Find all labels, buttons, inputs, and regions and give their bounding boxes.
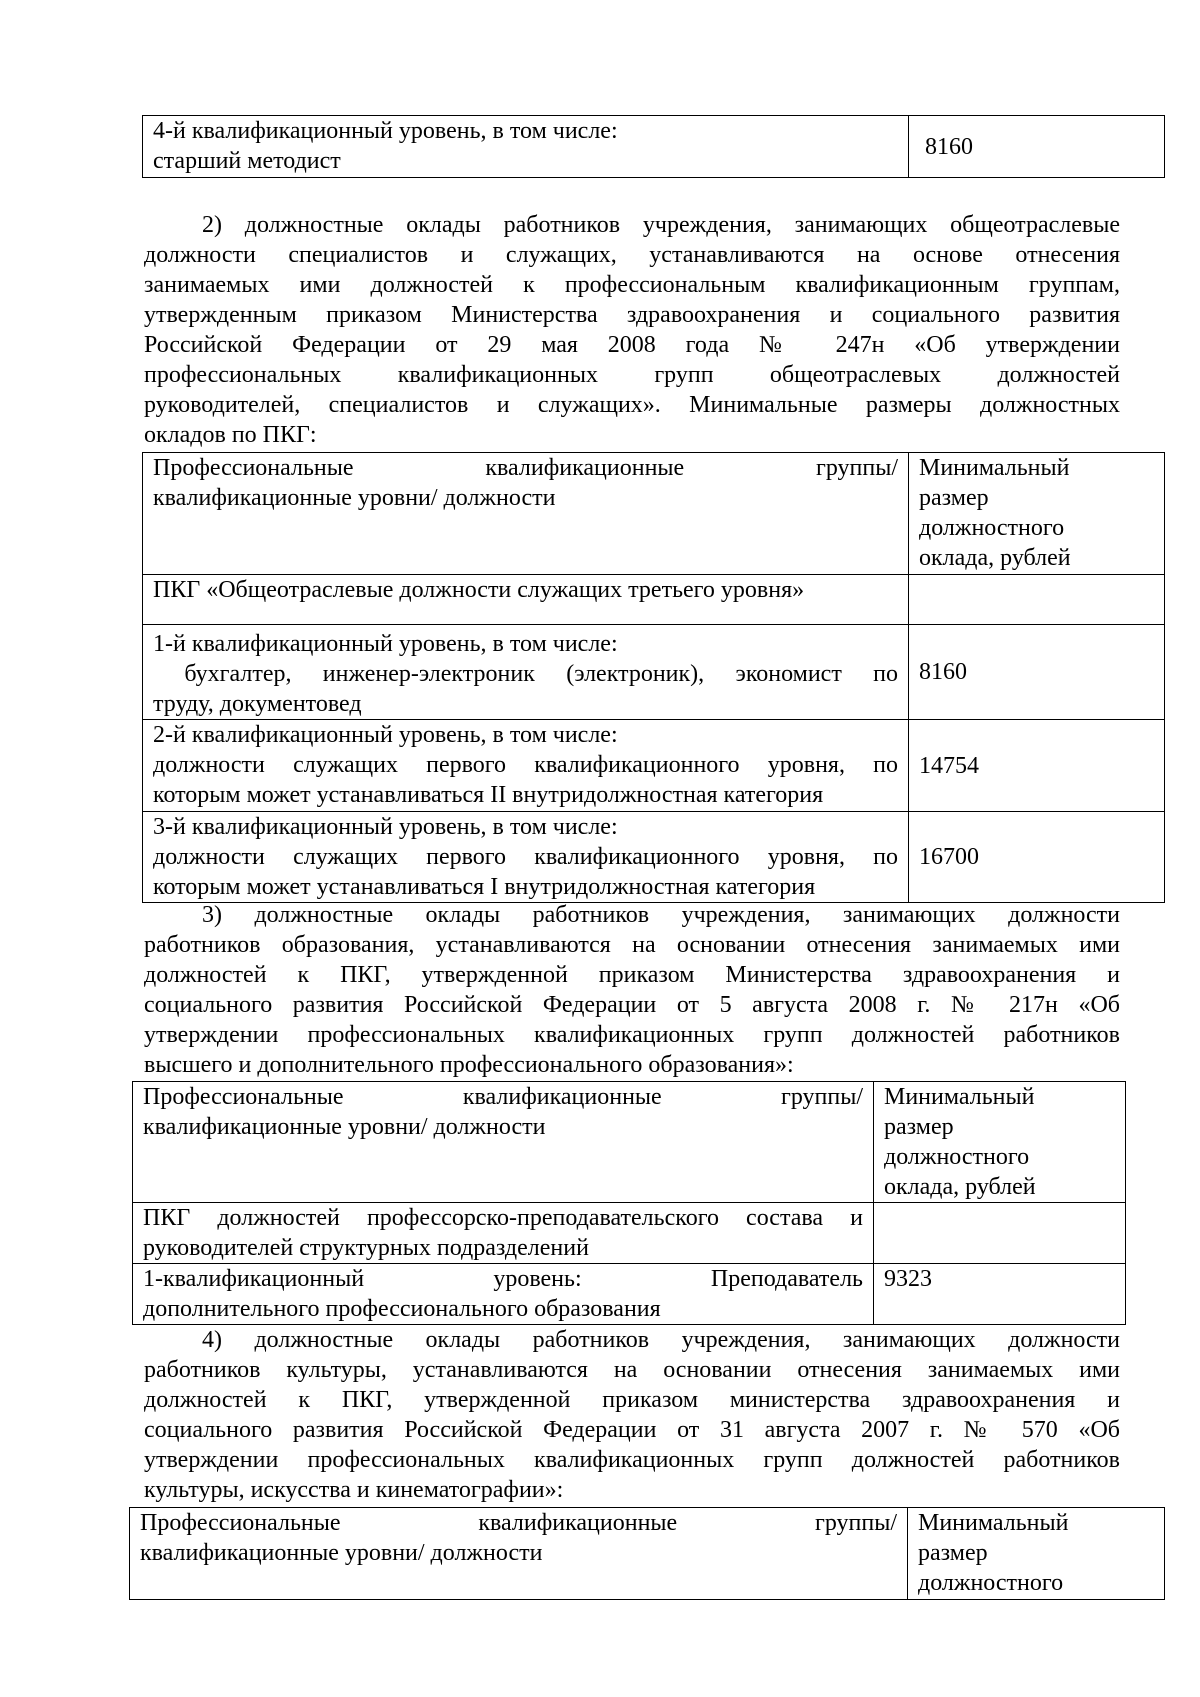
text-line: работников культуры, устанавливаются на основании отнесения занимаемых ими [144, 1357, 1120, 1383]
header-col-groups [130, 1508, 908, 1600]
salary-value: 8160 [919, 659, 967, 685]
group-line: руководителей структурных подразделений [143, 1235, 589, 1261]
table-header-row [133, 1082, 1126, 1203]
group-line: ПКГ должностей профессорско-преподавательского состава и [143, 1205, 863, 1231]
header-line: Минимальный [918, 1510, 1069, 1536]
row-line: дополнительного профессионального образования [143, 1296, 661, 1322]
row-line: 2-й квалификационный уровень, в том числе: [153, 722, 618, 748]
row-line: должности служащих первого квалификационного уровня, по [153, 844, 898, 870]
row-line: труду, документовед [153, 691, 362, 717]
paragraph-2 [144, 210, 1120, 450]
salary-table-culture [129, 1507, 1165, 1600]
header-line: Профессиональные квалификационные группы/ [143, 1084, 863, 1110]
group-cell [143, 575, 909, 625]
qualification-cell [143, 116, 909, 178]
text-line: профессиональных квалификационных групп общеотраслевых должностей [144, 362, 1120, 388]
text-line: занимаемых ими должностей к профессиональным квалификационным группам, [144, 272, 1120, 298]
table-group-row [143, 575, 1165, 625]
row-detail: старший методист [153, 148, 341, 174]
table-continuation [142, 115, 1165, 178]
text-line: должностей к ПКГ, утвержденной приказом Министерства здравоохранения и [144, 962, 1120, 988]
group-salary-cell [874, 1203, 1126, 1264]
text-line: 2) должностные оклады работников учреждения, занимающих общеотраслевые [202, 212, 1120, 238]
salary-cell [909, 625, 1165, 720]
group-cell [133, 1203, 874, 1264]
text-line: Российской Федерации от 29 мая 2008 года № 247н «Об утверждении [144, 332, 1120, 358]
text-line: 4) должностные оклады работников учреждения, занимающих должности [202, 1327, 1120, 1353]
table-row [143, 812, 1165, 903]
table-row [143, 625, 1165, 720]
salary-value: 8160 [925, 133, 973, 160]
row-line: которым может устанавливаться I внутридолжностная категория [153, 874, 816, 900]
text-line: утверждении профессиональных квалификационных групп должностей работников [144, 1447, 1120, 1473]
salary-table-education [132, 1081, 1126, 1325]
header-line: Профессиональные квалификационные группы/ [153, 455, 898, 481]
text-line: социального развития Российской Федерации от 31 августа 2007 г. № 570 «Об [144, 1417, 1120, 1443]
table-group-row [133, 1203, 1126, 1264]
header-line: размер [884, 1114, 954, 1140]
table-row [143, 720, 1165, 812]
paragraph-3 [144, 900, 1120, 1080]
qualification-cell [133, 1264, 874, 1325]
text-line: утверждении профессиональных квалификационных групп должностей работников [144, 1022, 1120, 1048]
table-row [133, 1264, 1126, 1325]
paragraph-4 [144, 1325, 1120, 1505]
header-line: должностного [918, 1570, 1064, 1596]
group-salary-cell [909, 575, 1165, 625]
salary-value: 9323 [884, 1266, 932, 1292]
salary-cell [909, 116, 1165, 178]
header-line: размер [919, 485, 989, 511]
table-row [143, 116, 1165, 178]
header-line: квалификационные уровни/ должности [153, 485, 556, 511]
header-col-groups [133, 1082, 874, 1203]
header-col-groups [143, 453, 909, 575]
row-title: 4-й квалификационный уровень, в том числе: [153, 118, 618, 144]
qualification-cell [143, 720, 909, 812]
row-line: бухгалтер, инженер-электроник (электроник), экономист по [153, 661, 898, 687]
text-line: социального развития Российской Федерации от 5 августа 2008 г. № 217н «Об [144, 992, 1120, 1018]
text-line: высшего и дополнительного профессионального образования»: [144, 1052, 794, 1078]
row-line: должности служащих первого квалификационного уровня, по [153, 752, 898, 778]
group-title: ПКГ «Общеотраслевые должности служащих третьего уровня» [153, 577, 805, 603]
header-line: квалификационные уровни/ должности [143, 1114, 546, 1140]
text-line: культуры, искусства и кинематографии»: [144, 1477, 564, 1503]
salary-cell [909, 720, 1165, 812]
header-line: размер [918, 1540, 988, 1566]
header-line: Минимальный [884, 1084, 1035, 1110]
text-line: окладов по ПКГ: [144, 422, 317, 448]
text-line: работников образования, устанавливаются на основании отнесения занимаемых ими [144, 932, 1120, 958]
table-header-row [143, 453, 1165, 575]
row-line: 1-квалификационный уровень: Преподаватель [143, 1266, 863, 1292]
salary-cell [909, 812, 1165, 903]
header-line: оклада, рублей [884, 1174, 1036, 1200]
table-header-row [130, 1508, 1165, 1600]
text-line: должности специалистов и служащих, устанавливаются на основе отнесения [144, 242, 1120, 268]
qualification-cell [143, 812, 909, 903]
header-line: Минимальный [919, 455, 1070, 481]
text-line: 3) должностные оклады работников учреждения, занимающих должности [202, 902, 1120, 928]
row-line: которым может устанавливаться II внутридолжностная категория [153, 782, 824, 808]
text-line: руководителей, специалистов и служащих». Минимальные размеры должностных [144, 392, 1120, 418]
text-line: должностей к ПКГ, утвержденной приказом министерства здравоохранения и [144, 1387, 1120, 1413]
header-line: должностного [884, 1144, 1030, 1170]
salary-value: 16700 [919, 844, 979, 870]
row-line: 3-й квалификационный уровень, в том числе: [153, 814, 618, 840]
salary-value: 14754 [919, 752, 979, 779]
text-line: утвержденным приказом Министерства здравоохранения и социального развития [144, 302, 1120, 328]
header-col-salary [874, 1082, 1126, 1203]
header-line: Профессиональные квалификационные группы/ [140, 1510, 897, 1536]
row-line: 1-й квалификационный уровень, в том числе: [153, 631, 618, 657]
qualification-cell [143, 625, 909, 720]
header-col-salary [909, 453, 1165, 575]
salary-cell [874, 1264, 1126, 1325]
header-col-salary [908, 1508, 1165, 1600]
header-line: квалификационные уровни/ должности [140, 1540, 543, 1566]
header-line: должностного [919, 515, 1065, 541]
salary-table-general [142, 452, 1165, 903]
header-line: оклада, рублей [919, 545, 1071, 571]
